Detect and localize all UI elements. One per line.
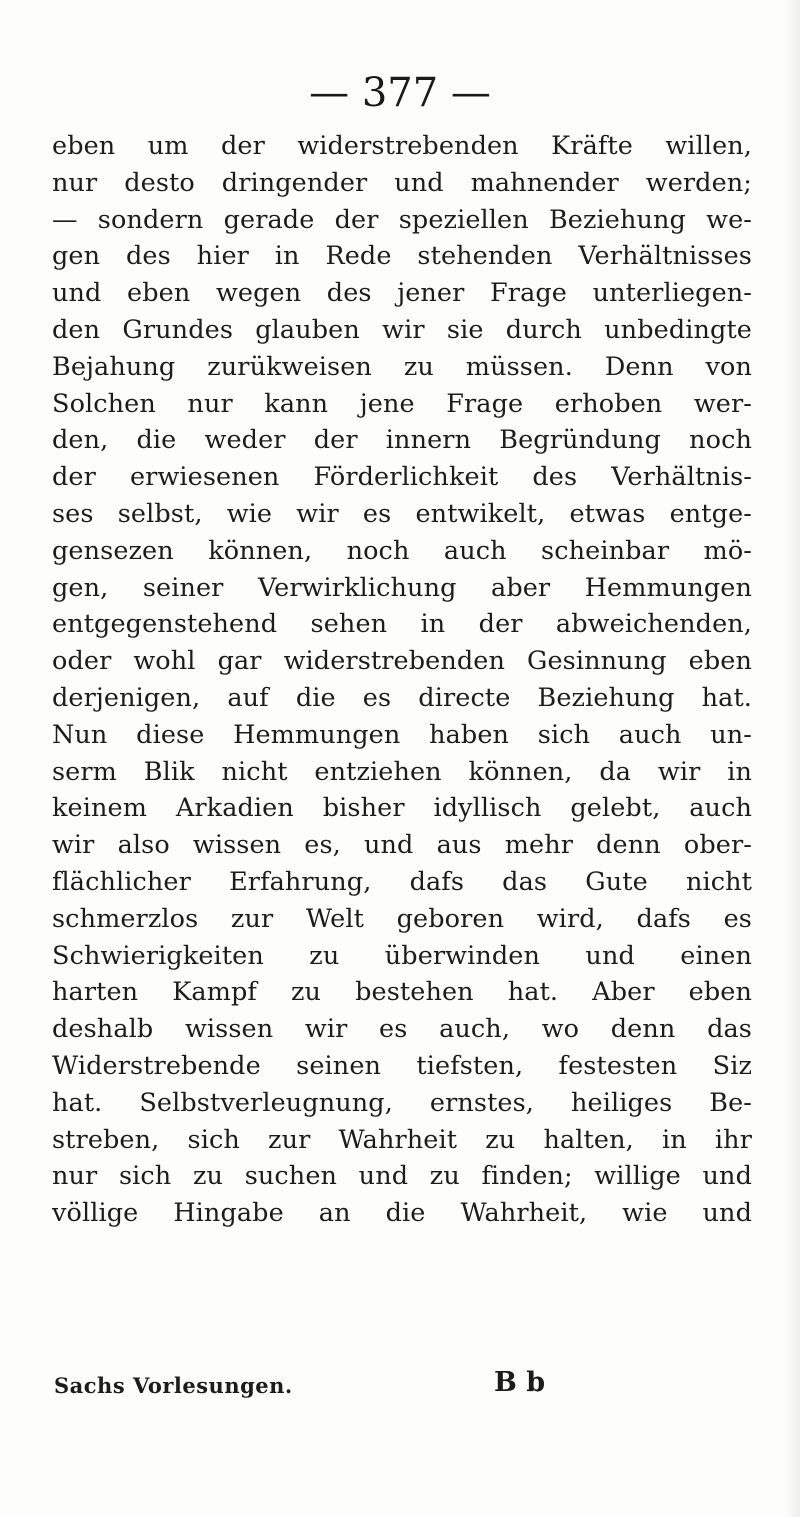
text-line: den Grundes glauben wir sie durch unbedingte [52,314,752,345]
page-edge-shadow [786,0,800,1517]
text-line: gen des hier in Rede stehenden Verhältnisses [52,241,752,272]
text-line: schmerzlos zur Welt geboren wird, dafs es [52,903,752,934]
page-footer [54,1367,654,1403]
text-line: eben um der widerstrebenden Kräfte willen, [52,131,752,161]
text-line: wir also wissen es, und aus mehr denn ober- [52,830,752,861]
text-line: keinem Arkadien bisher idyllisch gelebt, auch [52,793,752,824]
text-line: völlige Hingabe an die Wahrheit, wie und [52,1198,752,1229]
signature-mark: B b [494,1367,546,1398]
text-line: ses selbst, wie wir es entwikelt, etwas entge- [52,498,752,529]
text-line: Nun diese Hemmungen haben sich auch un- [52,719,752,750]
text-line: Widerstrebende seinen tiefsten, festesten Siz [52,1050,752,1081]
text-line: streben, sich zur Wahrheit zu halten, in ihr [52,1124,752,1155]
text-line: gensezen können, noch auch scheinbar mö- [52,535,752,566]
text-line: Solchen nur kann jene Frage erhoben wer- [52,388,752,419]
text-line: gen, seiner Verwirklichung aber Hemmungen [52,572,752,603]
text-line: derjenigen, auf die es directe Beziehung hat. [52,682,752,713]
page-number: — 377 — [309,70,491,116]
body-text [52,128,752,1232]
text-line: deshalb wissen wir es auch, wo denn das [52,1014,752,1045]
text-line: oder wohl gar widerstrebenden Gesinnung eben [52,646,752,677]
text-line: der erwiesenen Förderlichkeit des Verhältnis- [52,462,752,493]
text-line: entgegenstehend sehen in der abweichenden, [52,609,752,640]
text-line: Schwierigkeiten zu überwinden und einen [52,940,752,971]
text-line: Bejahung zurükweisen zu müssen. Denn von [52,351,752,382]
text-line: nur sich zu suchen und zu finden; willige und [52,1161,752,1192]
text-line: serm Blik nicht entziehen können, da wir in [52,756,752,787]
printer-signature: Sachs Vorlesungen. [54,1373,293,1398]
text-line: den, die weder der innern Begründung noch [52,425,752,456]
text-line: — sondern gerade der speziellen Beziehung we- [52,204,752,235]
text-line: flächlicher Erfahrung, dafs das Gute nicht [52,866,752,897]
text-line: hat. Selbstverleugnung, ernstes, heiliges Be- [52,1087,752,1118]
text-line: und eben wegen des jener Frage unterliegen- [52,278,752,309]
text-line: harten Kampf zu bestehen hat. Aber eben [52,977,752,1008]
text-line: nur desto dringender und mahnender werden; [52,167,752,198]
